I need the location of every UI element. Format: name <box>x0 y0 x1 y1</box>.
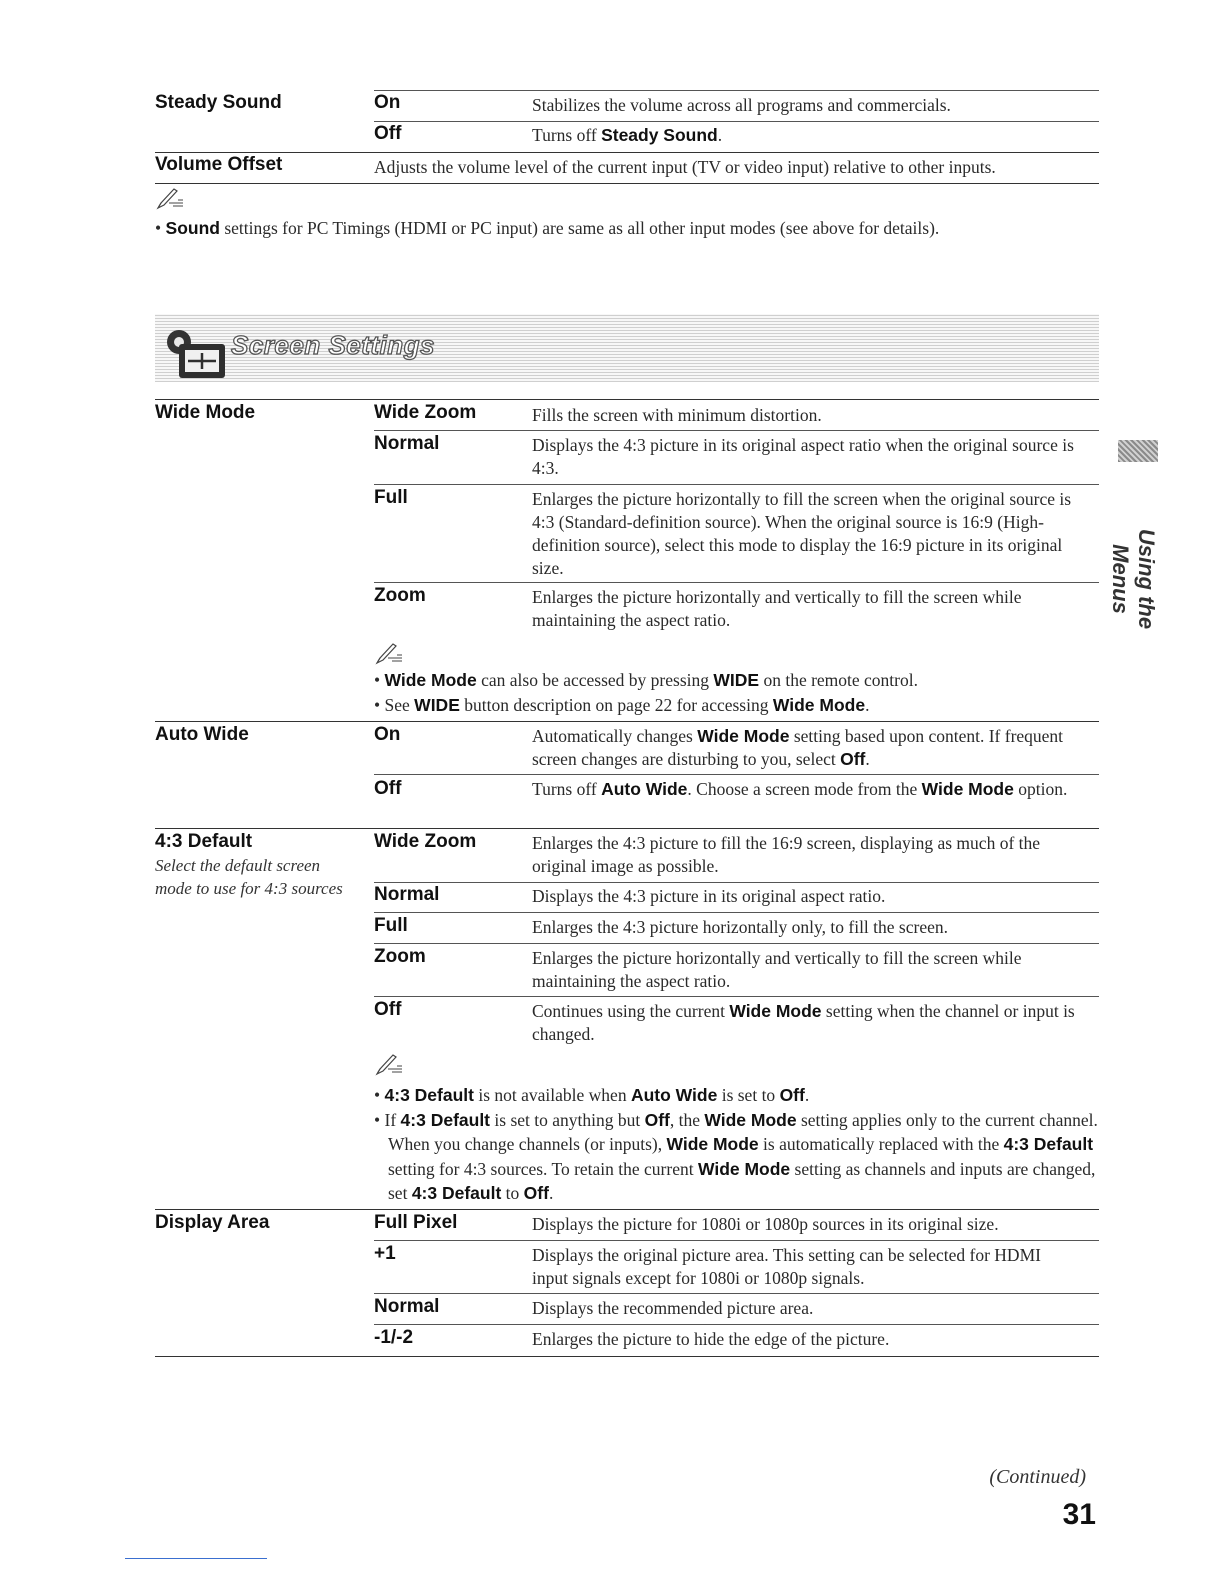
option-zoom: Zoom <box>374 946 426 967</box>
rule <box>374 882 1099 883</box>
page-number: 31 <box>1062 1498 1096 1531</box>
option-normal: Normal <box>374 884 440 905</box>
rule <box>374 1240 1099 1241</box>
option-desc: Enlarges the 4:3 picture to fill the 16:9 screen, displaying as much of the original image as possible. <box>532 833 1041 876</box>
wide-mode-notes: • Wide Mode can also be accessed by pressing WIDE on the remote control. • See WIDE button description on page 22 for accessing Wide Mode. <box>374 670 918 715</box>
option-desc: Displays the 4:3 picture in its original aspect ratio. <box>532 886 886 906</box>
note-pencil-icon <box>374 1054 404 1076</box>
option-full-pixel: Full Pixel <box>374 1212 458 1233</box>
rule <box>374 484 1099 485</box>
rule <box>374 121 1099 122</box>
rule <box>374 1293 1099 1294</box>
setting-label-display-area: Display Area <box>155 1212 270 1233</box>
rule <box>374 943 1099 944</box>
option-full: Full <box>374 915 408 936</box>
option-desc: Displays the picture for 1080i or 1080p sources in its original size. <box>532 1214 999 1234</box>
rule <box>155 183 1099 184</box>
option-desc: Automatically changes Wide Mode setting based upon content. If frequent screen changes are disturbing to you, select Off. <box>532 726 1064 769</box>
option-full: Full <box>374 487 408 508</box>
option-desc: Displays the recommended picture area. <box>532 1298 814 1318</box>
option-desc: Enlarges the picture horizontally and vertically to fill the screen while maintaining the aspect ratio. <box>532 587 1022 630</box>
note-pencil-icon <box>374 643 404 665</box>
rule <box>374 430 1099 431</box>
option-normal: Normal <box>374 1296 440 1317</box>
option-desc: Continues using the current Wide Mode setting when the channel or input is changed. <box>532 1001 1075 1044</box>
setting-sublabel: Select the default screen mode to use for 4:3 sources <box>155 856 343 898</box>
option-on: On <box>374 724 401 745</box>
rule <box>374 90 1099 91</box>
option-desc: Stabilizes the volume across all programs and commercials. <box>532 95 951 115</box>
option-off: Off <box>374 123 402 144</box>
rule <box>374 1324 1099 1325</box>
setting-label-volume-offset: Volume Offset <box>155 154 283 175</box>
43-default-notes: • 4:3 Default is not available when Auto Wide is set to Off. • If 4:3 Default is set to anything but Off, the Wide Mode setting applies only to the current channel. When you change channels (or inputs), Wide Mode is automatically replaced with the 4:3 Default setting for 4:3 sources. To retain the current Wide Mode setting as channels and inputs are changed, set 4:3 Default to Off. <box>374 1085 1098 1203</box>
setting-label-steady-sound: Steady Sound <box>155 92 282 113</box>
rule <box>155 1209 1099 1210</box>
note-pencil-icon <box>155 188 185 210</box>
option-desc: Displays the original picture area. This setting can be selected for HDMI input signals except for 1080i or 1080p signals. <box>532 1245 1041 1288</box>
section-header-banner <box>155 314 1099 382</box>
sound-note: • Sound settings for PC Timings (HDMI or PC input) are same as all other input modes (see above for details). <box>155 218 940 238</box>
rule <box>155 152 1099 153</box>
option-on: On <box>374 92 401 113</box>
rule <box>374 774 1099 775</box>
option-wide-zoom: Wide Zoom <box>374 402 477 423</box>
option-plus-1: +1 <box>374 1243 396 1264</box>
side-tab-marker <box>1118 440 1158 462</box>
setting-desc: Adjusts the volume level of the current input (TV or video input) relative to other inputs. <box>374 157 996 177</box>
option-off: Off <box>374 999 402 1020</box>
option-desc: Enlarges the 4:3 picture horizontally only, to fill the screen. <box>532 917 948 937</box>
setting-label-43-default: 4:3 Default <box>155 831 253 852</box>
option-normal: Normal <box>374 433 440 454</box>
rule <box>155 721 1099 722</box>
rule <box>155 828 1099 829</box>
option-desc: Displays the 4:3 picture in its original aspect ratio when the original source is 4:3. <box>532 435 1074 478</box>
setting-label-auto-wide: Auto Wide <box>155 724 249 745</box>
option-off: Off <box>374 778 402 799</box>
option-desc: Fills the screen with minimum distortion. <box>532 405 822 425</box>
option-desc: Enlarges the picture to hide the edge of the picture. <box>532 1329 890 1349</box>
section-title: Screen Settings <box>231 330 436 360</box>
setting-label-wide-mode: Wide Mode <box>155 402 256 423</box>
option-desc: Turns off Auto Wide. Choose a screen mode from the Wide Mode option. <box>532 779 1068 799</box>
option-desc: Enlarges the picture horizontally and vertically to fill the screen while maintaining the aspect ratio. <box>532 948 1022 991</box>
option-zoom: Zoom <box>374 585 426 606</box>
option-wide-zoom: Wide Zoom <box>374 831 477 852</box>
screen-settings-icon <box>161 322 231 380</box>
option-desc: Enlarges the picture horizontally to fill the screen when the original source is 4:3 (Standard-definition source). When the original source is 16:9 (High-definition source), select this mode to display the 16:9 picture in its original size. <box>532 489 1072 578</box>
side-tab <box>1108 478 1159 658</box>
continued-label: (Continued) <box>989 1466 1086 1488</box>
footer-rule <box>125 1558 267 1559</box>
option-desc: Turns off Steady Sound. <box>532 125 723 145</box>
rule <box>155 399 1099 400</box>
rule <box>155 1356 1099 1357</box>
side-tab-label: Using the Menus <box>1108 528 1159 630</box>
rule <box>374 996 1099 997</box>
rule <box>374 582 1099 583</box>
option-minus-1-2: -1/-2 <box>374 1327 414 1348</box>
rule <box>374 912 1099 913</box>
